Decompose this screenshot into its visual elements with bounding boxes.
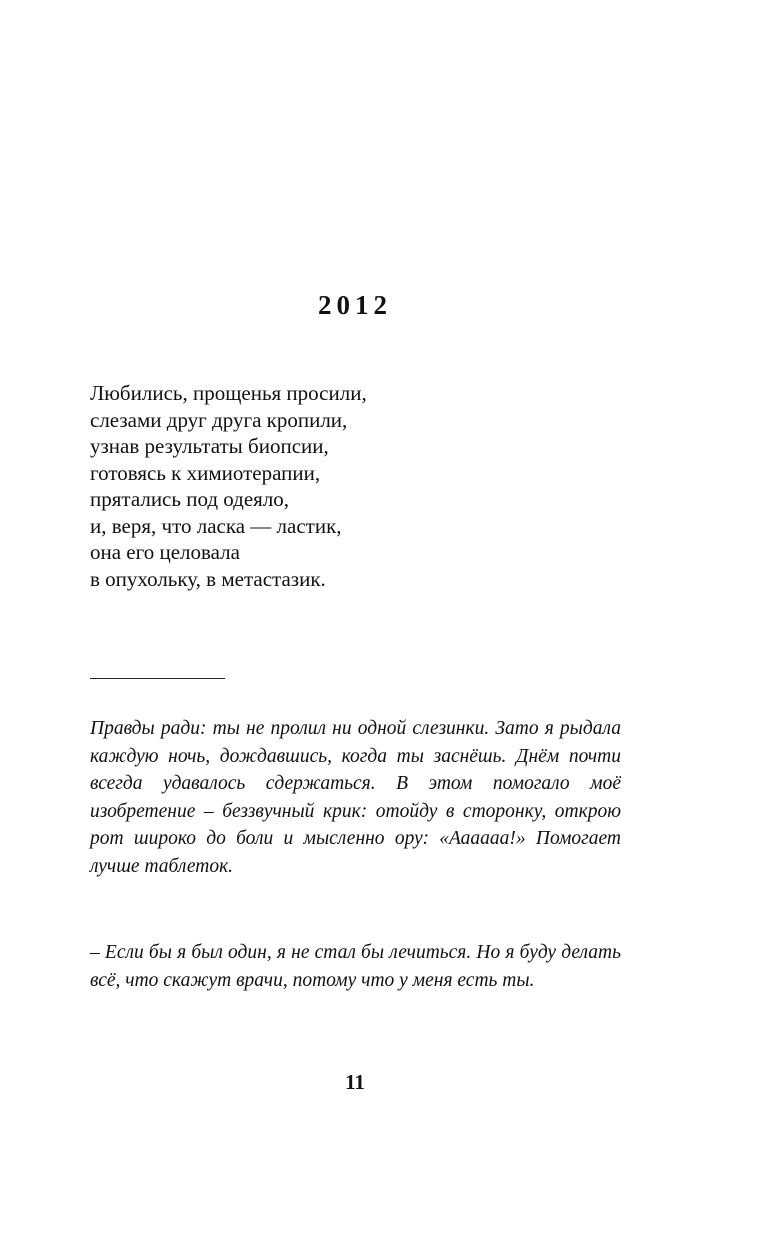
poem-line: слезами друг друга кропили, [90, 407, 348, 432]
poem-line: она его целовала [90, 540, 240, 564]
page-number: 11 [345, 1070, 365, 1094]
poem-line: готовясь к химиотерапии, [90, 460, 321, 485]
poem-stanza [90, 380, 367, 592]
chapter-year-heading: 2012 [318, 290, 392, 320]
poem-line: в опухольку, в метастазик. [90, 566, 326, 591]
poem-line: прятались под одеяло, [90, 487, 290, 511]
section-divider [90, 678, 225, 679]
poem-line: Любились, прощенья просили, [90, 381, 367, 405]
poem-line: узнав результаты биопсии, [90, 434, 329, 458]
poem-line: и, веря, что ласка — ластик, [90, 513, 342, 538]
prose-paragraph-commentary: Правды ради: ты не пролил ни одной слезинки. Зато я рыдала каждую ночь, дождавшись, когда ты заснёшь. Днём почти всегда удавалось сдержаться. В этом помогало моё изобретение – беззвучный крик: отойду в сторонку, открою рот широко до боли и мысленно ору: «Аааааа!» Помогает лучше таблеток. [90, 718, 621, 877]
prose-paragraph-dialogue: – Если бы я был один, я не стал бы лечиться. Но я буду делать всё, что скажут врачи, потому что у меня есть ты. [90, 942, 621, 991]
